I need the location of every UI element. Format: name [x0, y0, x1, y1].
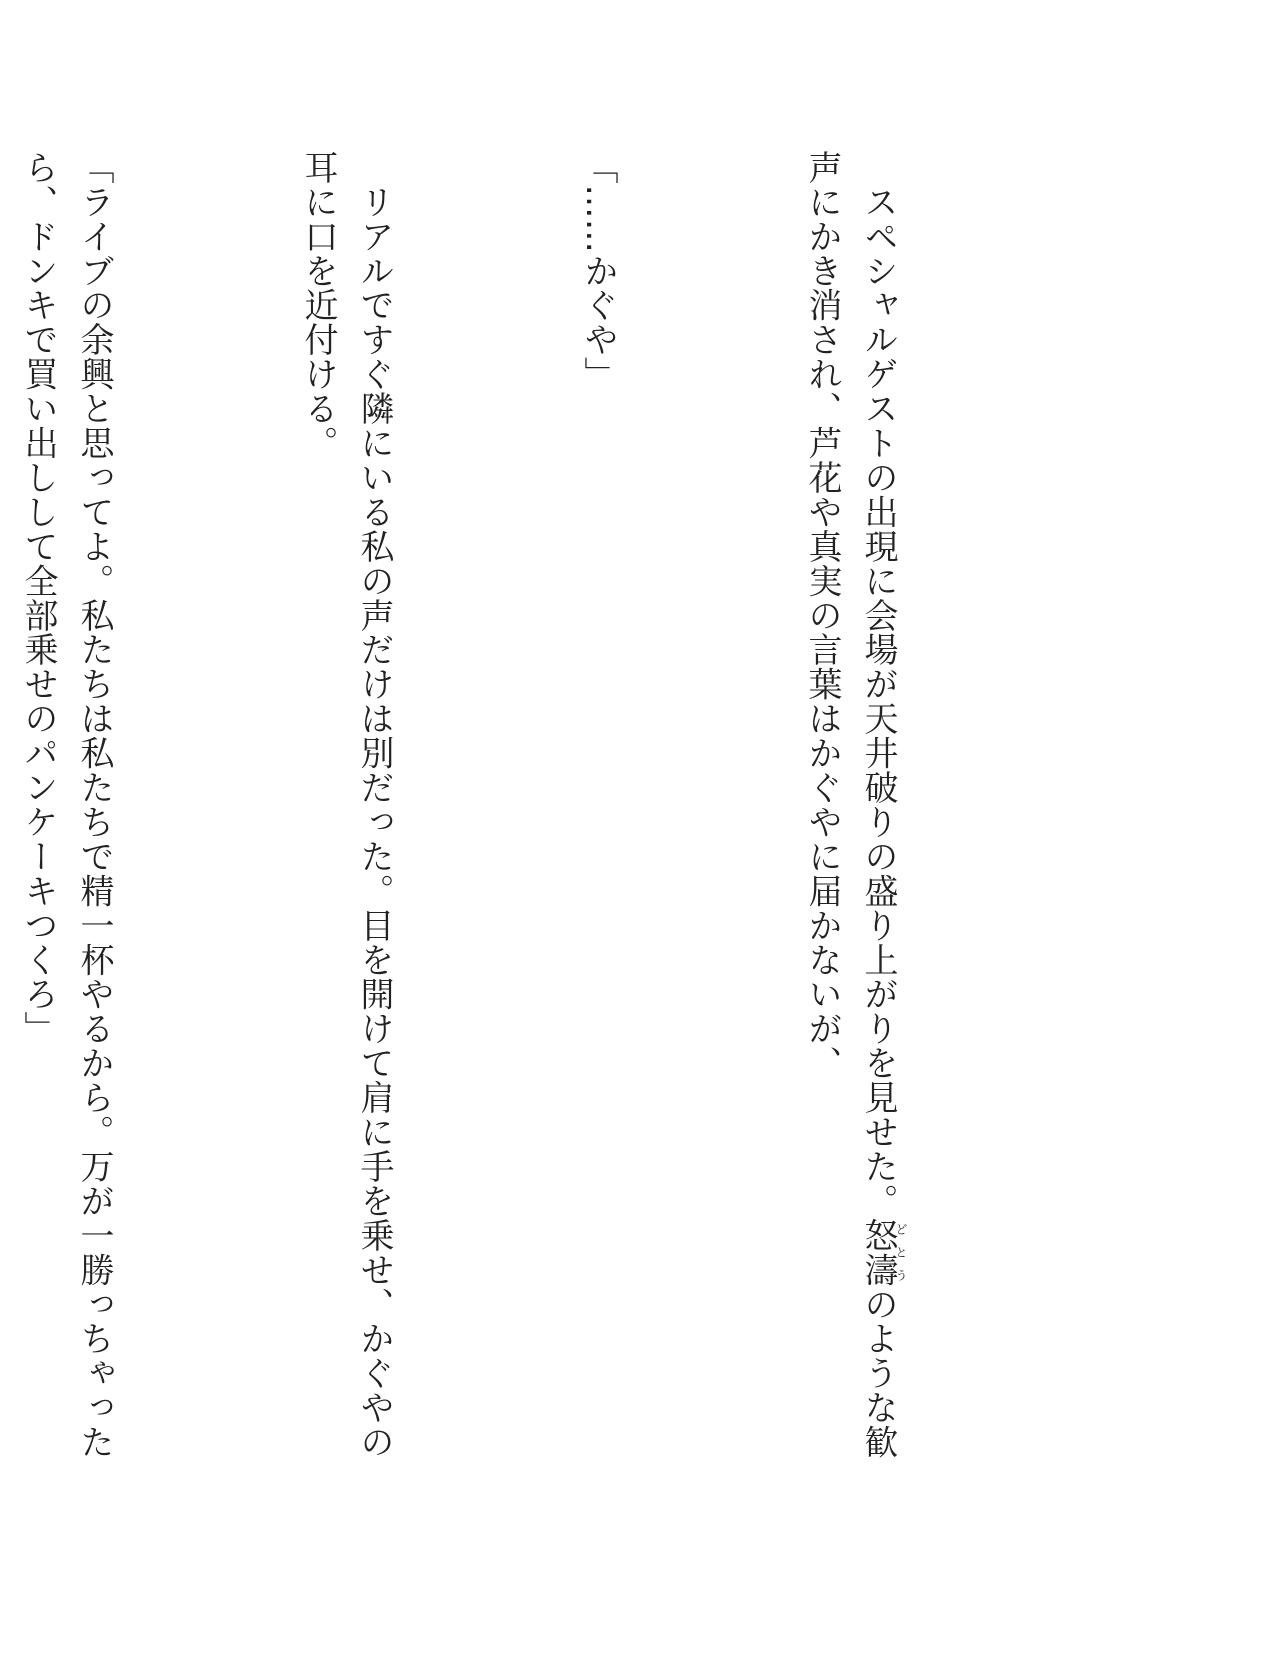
ruby-annotation [858, 1217, 908, 1287]
paragraph-3 [290, 150, 402, 1490]
paragraph-text: 「……かぐや」 [578, 150, 618, 392]
paragraph-indent [354, 150, 394, 184]
paragraph-text: 「ライブの余興と思ってよ。私たちは私たちで精一杯やるから。万が一勝っちゃったら、ドンキで買い出しして全部乗せのパンケーキつくろ」 [18, 150, 114, 1460]
ruby-base: 怒濤 [858, 1217, 898, 1287]
paragraph-2 [570, 150, 626, 1490]
paragraph-text: スペシャルゲストの出現に会場が天井破りの盛り上がりを見せた。 [858, 184, 898, 1218]
paragraph-1 [794, 150, 907, 1490]
vertical-text-block [0, 150, 1075, 1490]
paragraph-text: のような歓声にかき消され、芦花や真実の言葉はかぐやに届かないが、 [802, 150, 898, 1460]
paragraph-4 [10, 150, 122, 1490]
paragraph-text: リアルですぐ隣にいる私の声だけは別だった。目を開けて肩に手を乗せ、かぐやの耳に口を近付ける。 [298, 150, 394, 1460]
paragraph-indent [858, 150, 898, 184]
ruby-reading: どとう [894, 1217, 908, 1287]
